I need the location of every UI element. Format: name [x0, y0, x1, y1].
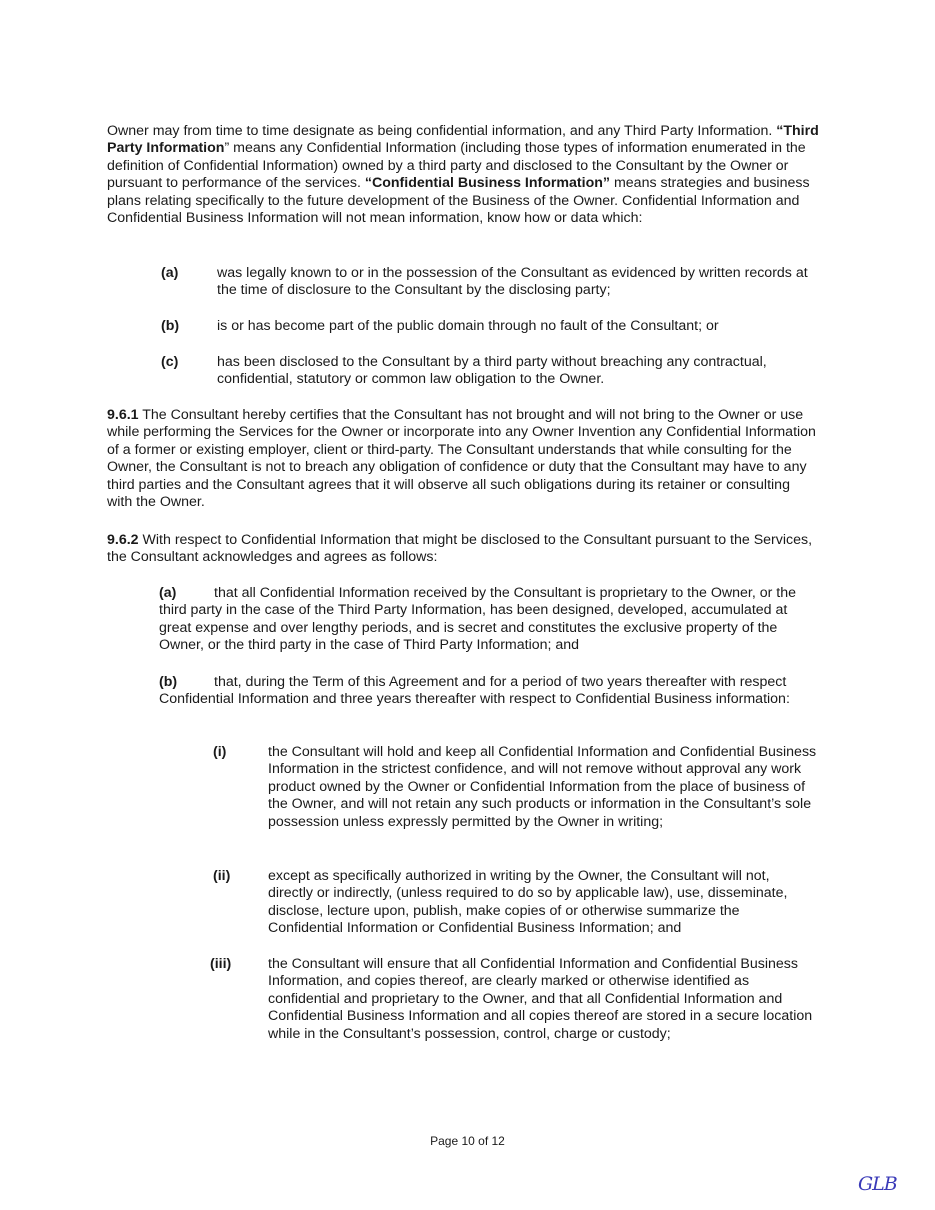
confidential-business-information-term: “Confidential Business Information” — [364, 175, 611, 192]
intro-paragraph — [107, 123, 819, 227]
page-number: Page 10 of 12 — [430, 1134, 505, 1148]
section-number-9-6-2: 9.6.2 — [107, 532, 139, 548]
exclusion-text-c: has been disclosed to the Consultant by a third party without breaching any contractual, confidential, statutory or common law obligation to the Owner. — [217, 354, 767, 388]
intro-text-1: Owner may from time to time designate as being confidential information, and any Third Party Information. — [107, 123, 777, 139]
section-9-6-2-text: With respect to Confidential Information that might be disclosed to the Consultant pursuant to the Services, the Consultant acknowledges and agrees as follows: — [107, 532, 813, 566]
exclusion-label-b: (b) — [161, 318, 180, 334]
sub-item-text-i: the Consultant will hold and keep all Confidential Information and Confidential Business Information in the strictest confidence, and will not remove without approval any work product owned by the Owner or Confidential Information from the place of business of the Owner, and will not retain any such products or information in the Consultant’s sole possession unless expressly permitted by the Owner in writing; — [268, 744, 817, 830]
sub-item-text-ii: except as specifically authorized in writing by the Owner, the Consultant will not, directly or indirectly, (unless required to do so by applicable law), use, disseminate, disclose, lecture upon, publish, make copies of or otherwise summarize the Confidential Information or Confidential Business Information; and — [268, 868, 788, 937]
sub-item-text-iii: the Consultant will ensure that all Confidential Information and Confidential Business Information, and copies thereof, are clearly marked or otherwise identified as confidential and proprietary to the Owner, and that all Confidential Information and Confidential Business Information and all copies thereof are stored in a secure location while in the Consultant’s possession, control, charge or custody; — [268, 956, 813, 1042]
item-text-b: that, during the Term of this Agreement and for a period of two years thereafter with respect Confidential Information and three years thereafter with respect to Confidential Business information: — [159, 674, 790, 708]
section-9-6-1-text: The Consultant hereby certifies that the Consultant has not brought and will not bring to the Owner or use while performing the Services for the Owner or incorporate into any Owner Invention any Confidential Information of a former or existing employer, client or third-party. The Consultant understands that while consulting for the Owner, the Consultant is not to breach any obligation of confidence or duty that the Consultant may have to any third parties and the Consultant agrees that it will observe all such obligations during its retainer or consulting with the Owner. — [107, 407, 816, 511]
exclusion-text-b: is or has become part of the public domain through no fault of the Consultant; or — [217, 318, 719, 334]
intro-text-2: ” means any Confidential Information (including those types of information enumerated in the definition of Confidential Information) owned by a third party and disclosed to the Consultant by the Owner or pursuant to performance of the services. — [107, 140, 806, 192]
handwritten-initials: GLB — [858, 1173, 897, 1195]
item-text-a: that all Confidential Information received by the Consultant is proprietary to the Owner, or the third party in the case of the Third Party Information, has been designed, developed, accumulated at great expense and over lengthy periods, and is secret and constitutes the exclusive property of the Owner, or the third party in the case of Third Party Information; and — [159, 585, 796, 654]
intro-text-3: means strategies and business plans relating specifically to the future development of the Business of the Owner. Confidential Information and Confidential Business Information will not mean information, know how or data which: — [107, 175, 810, 227]
exclusion-text-a: was legally known to or in the possession of the Consultant as evidenced by written records at the time of disclosure to the Consultant by the disclosing party; — [217, 265, 808, 299]
section-9-6-2 — [107, 532, 819, 567]
section-number-9-6-1: 9.6.1 — [107, 407, 139, 423]
item-label-b: (b) — [159, 674, 178, 690]
item-label-a: (a) — [159, 585, 177, 601]
sub-item-label-ii: (ii) — [213, 868, 231, 884]
section-9-6-2-item-a — [159, 585, 819, 655]
third-party-information-term: “Third Party Information — [107, 123, 819, 157]
exclusion-label-a: (a) — [161, 265, 179, 281]
sub-item-label-i: (i) — [213, 744, 227, 760]
section-9-6-2-item-b — [159, 674, 819, 709]
section-9-6-1 — [107, 407, 819, 511]
sub-item-label-iii: (iii) — [210, 956, 232, 972]
exclusion-label-c: (c) — [161, 354, 179, 370]
